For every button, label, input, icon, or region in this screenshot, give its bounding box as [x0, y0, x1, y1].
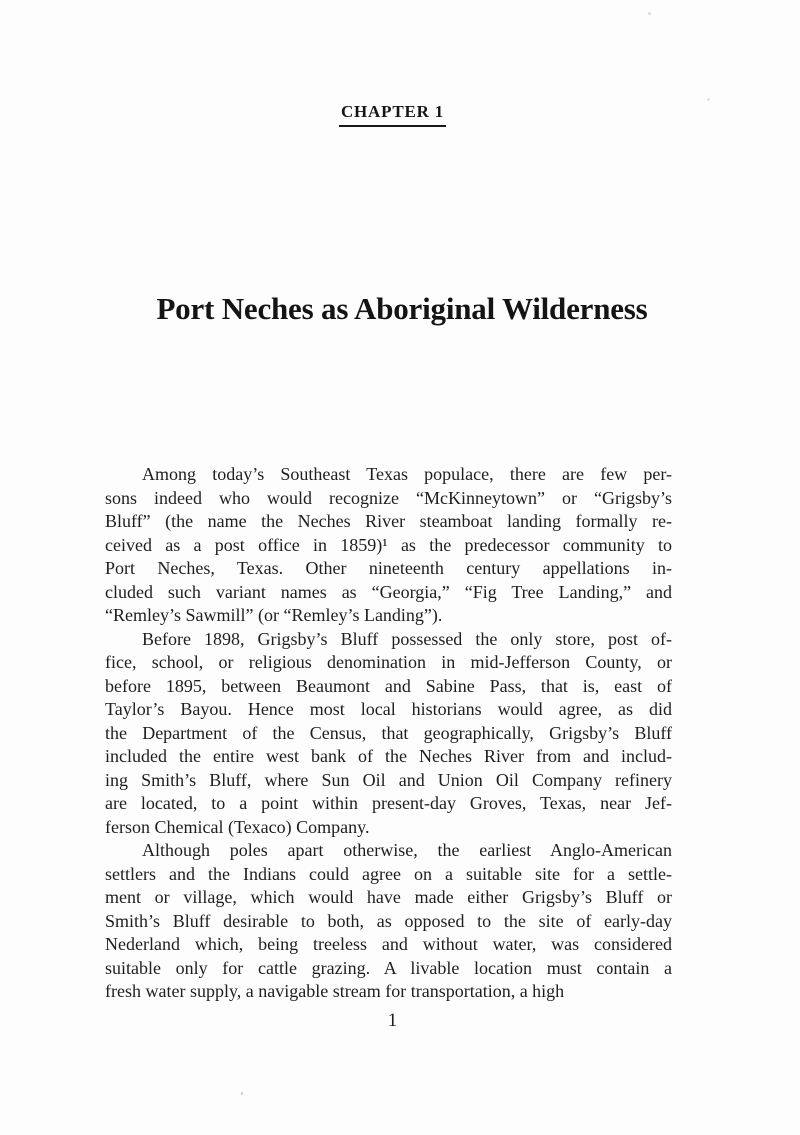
text-line: sons indeed who would recognize “McKinneytown” or “Grigsby’s	[105, 487, 672, 508]
scan-speck	[241, 1092, 243, 1095]
page-number: 1	[387, 1010, 398, 1031]
text-line: cluded such variant names as “Georgia,” “Fig Tree Landing,” and	[105, 581, 672, 602]
text-line: “Remley’s Sawmill” (or “Remley’s Landing”).	[105, 605, 443, 625]
text-line: fresh water supply, a navigable stream for transportation, a high	[105, 981, 565, 1001]
paragraph	[105, 463, 672, 628]
text-line: Bluff” (the name the Neches River steamboat landing formally re-	[105, 511, 672, 531]
body-text	[105, 463, 672, 1004]
text-line: ing Smith’s Bluff, where Sun Oil and Union Oil Company refinery	[105, 769, 672, 790]
text-line: Taylor’s Bayou. Hence most local historians would agree, as did	[105, 699, 672, 719]
text-line: Smith’s Bluff desirable to both, as opposed to the site of early-day	[105, 910, 672, 931]
text-line: suitable only for cattle grazing. A livable location must contain a	[105, 957, 672, 978]
scan-speck	[707, 98, 710, 101]
text-line: ferson Chemical (Texaco) Company.	[105, 816, 370, 837]
chapter-heading: CHAPTER 1	[339, 102, 446, 127]
text-line: ceived as a post office in 1859)¹ as the predecessor community to	[105, 534, 672, 555]
chapter-heading-wrap	[0, 102, 785, 127]
text-line: fice, school, or religious denomination in mid-Jefferson County, or	[105, 652, 672, 672]
text-line: Among today’s Southeast Texas populace, there are few per-	[142, 464, 672, 484]
scan-speck	[648, 12, 651, 15]
text-line: Although poles apart otherwise, the earliest Anglo-American	[142, 840, 672, 860]
text-line: before 1895, between Beaumont and Sabine Pass, that is, east of	[105, 675, 672, 696]
text-line: are located, to a point within present-day Groves, Texas, near Jef-	[105, 793, 672, 813]
text-line: Nederland which, being treeless and without water, was considered	[105, 934, 672, 954]
text-line: included the entire west bank of the Neches River from and includ-	[105, 746, 672, 766]
page-title: Port Neches as Aboriginal Wilderness	[156, 291, 648, 326]
text-line: the Department of the Census, that geographically, Grigsby’s Bluff	[105, 722, 672, 743]
text-line: ment or village, which would have made either Grigsby’s Bluff or	[105, 887, 672, 907]
paragraph	[105, 839, 672, 1004]
text-line: settlers and the Indians could agree on a suitable site for a settle-	[105, 863, 672, 884]
paragraph	[105, 628, 672, 840]
text-line: Port Neches, Texas. Other nineteenth century appellations in-	[105, 558, 672, 578]
text-line: Before 1898, Grigsby’s Bluff possessed the only store, post of-	[142, 628, 672, 649]
